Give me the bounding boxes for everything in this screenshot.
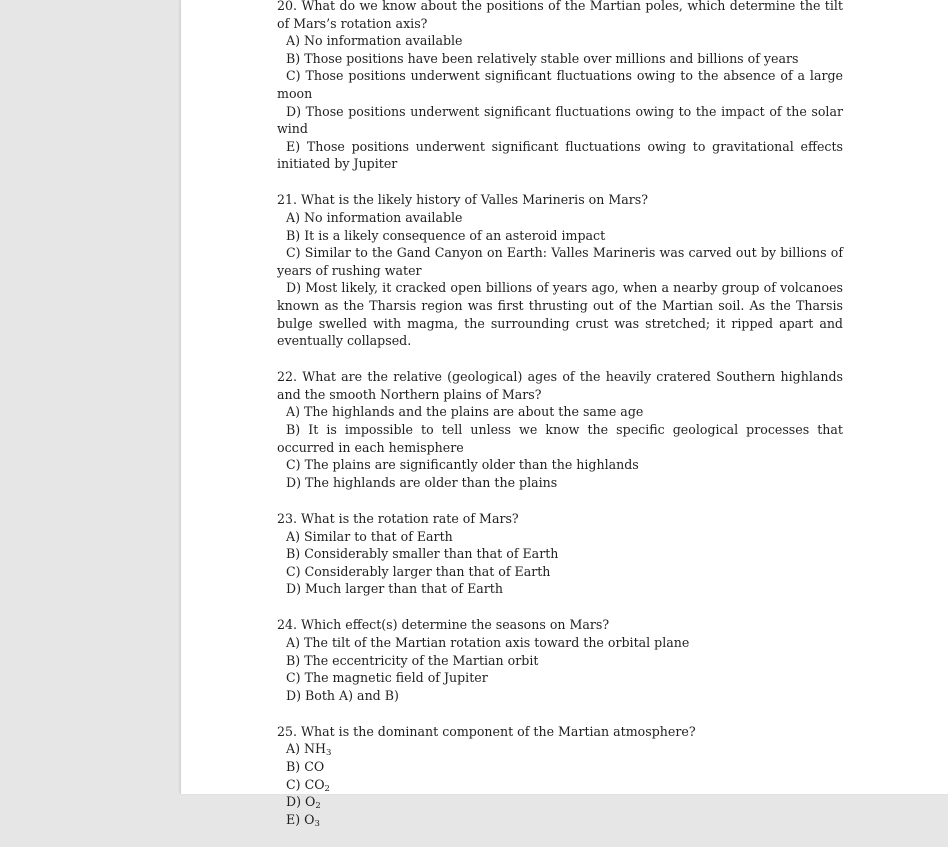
option-label: A): [286, 210, 301, 226]
answer-option: [277, 580, 843, 598]
option-text: The eccentricity of the Martian orbit: [304, 652, 539, 668]
answer-option: [277, 811, 843, 829]
option-text: Similar to that of Earth: [304, 528, 453, 544]
question-number: 24.: [277, 617, 298, 633]
question-text: [277, 616, 843, 634]
option-text: It is impossible to tell unless we know the specific geological processes that occurred in each hemisphere: [277, 422, 843, 455]
question-prompt: Which effect(s) determine the seasons on Mars?: [301, 617, 610, 633]
question-prompt: What is the likely history of Valles Marineris on Mars?: [301, 192, 648, 208]
question-text: [277, 723, 843, 741]
answer-option: [277, 563, 843, 581]
question-23: [277, 510, 843, 598]
option-text: CO: [304, 776, 325, 792]
answer-option: [277, 227, 843, 245]
option-label: A): [286, 741, 301, 757]
option-label: C): [286, 776, 301, 792]
question-text: [277, 368, 843, 403]
question-24: [277, 616, 843, 704]
option-text: O: [304, 811, 315, 827]
answer-option: [277, 474, 843, 492]
question-number: 23.: [277, 510, 298, 526]
document-page[interactable]: [180, 0, 948, 829]
option-label: D): [286, 474, 302, 490]
answer-option: [277, 421, 843, 456]
question-20: [277, 0, 843, 173]
option-text: NH: [304, 741, 327, 757]
option-text: Those positions underwent significant fluctuations owing to the absence of a large moon: [277, 68, 843, 101]
option-text: Those positions underwent significant fluctuations owing to gravitational effects initiated by Jupiter: [277, 138, 843, 172]
question-list: [277, 0, 843, 847]
question-prompt: What are the relative (geological) ages of the heavily cratered Southern highlands and the smooth Northern plains of Mars?: [277, 369, 843, 402]
option-label: A): [286, 404, 301, 420]
option-text: Similar to the Gand Canyon on Earth: Valles Marineris was carved out by billions of years of rushing water: [277, 245, 843, 278]
chemical-subscript: 3: [326, 748, 332, 759]
option-label: D): [286, 103, 302, 119]
question-text: [277, 0, 843, 32]
question-number: 21.: [277, 192, 298, 208]
chemical-subscript: 3: [314, 818, 320, 829]
question-number: 25.: [277, 723, 298, 739]
answer-option: [277, 776, 843, 794]
option-text: Both A) and B): [305, 687, 399, 703]
answer-option: [277, 279, 843, 349]
option-text: The highlands and the plains are about the same age: [304, 404, 644, 420]
option-text: No information available: [304, 33, 463, 49]
answer-option: [277, 403, 843, 421]
option-label: A): [286, 528, 301, 544]
option-label: E): [286, 138, 301, 154]
answer-option: [277, 793, 843, 811]
option-label: D): [286, 581, 302, 597]
option-label: D): [286, 687, 302, 703]
option-label: D): [286, 794, 302, 810]
option-label: B): [286, 50, 301, 66]
answer-option: [277, 758, 843, 776]
option-label: A): [286, 33, 301, 49]
question-prompt: What do we know about the positions of the Martian poles, which determine the tilt of Mars’s rotation axis?: [277, 0, 843, 31]
chemical-subscript: 2: [315, 801, 321, 812]
answer-option: [277, 67, 843, 102]
option-text: The magnetic field of Jupiter: [304, 670, 488, 686]
option-text: Considerably smaller than that of Earth: [304, 546, 559, 562]
option-label: C): [286, 670, 301, 686]
option-text: CO: [304, 759, 325, 775]
option-label: D): [286, 280, 302, 296]
question-prompt: What is the rotation rate of Mars?: [301, 510, 519, 526]
answer-option: [277, 634, 843, 652]
question-number: 22.: [277, 369, 298, 385]
option-text: No information available: [304, 210, 463, 226]
answer-option: [277, 209, 843, 227]
option-label: E): [286, 811, 301, 827]
option-label: B): [286, 759, 301, 775]
answer-option: [277, 652, 843, 670]
answer-option: [277, 687, 843, 705]
question-text: [277, 191, 843, 209]
option-label: B): [286, 422, 301, 438]
option-label: B): [286, 227, 301, 243]
option-label: A): [286, 635, 301, 650]
option-text: The plains are significantly older than the highlands: [304, 457, 639, 473]
answer-option: [277, 528, 843, 546]
answer-option: [277, 32, 843, 50]
answer-option: [277, 669, 843, 687]
option-text: The highlands are older than the plains: [305, 474, 558, 490]
option-label: C): [286, 68, 301, 84]
option-label: C): [286, 245, 301, 261]
option-text: It is a likely consequence of an asteroid impact: [304, 227, 606, 243]
option-label: B): [286, 652, 301, 668]
option-label: C): [286, 563, 301, 579]
answer-option: [277, 50, 843, 68]
chemical-subscript: 2: [324, 783, 330, 794]
question-22: [277, 368, 843, 491]
option-text: Most likely, it cracked open billions of years ago, when a nearby group of volcanoes known as the Tharsis region was first thrusting out of the Martian soil. As the Tharsis bulge swelled with magma, the surrounding crust was stretched; it ripped apart and eventually collapsed.: [277, 280, 843, 349]
question-number: 20.: [277, 0, 298, 13]
option-label: C): [286, 457, 301, 473]
answer-option: [277, 456, 843, 474]
question-prompt: What is the dominant component of the Martian atmosphere?: [301, 723, 696, 739]
option-text: Considerably larger than that of Earth: [304, 563, 551, 579]
option-label: B): [286, 546, 301, 562]
option-text: Those positions have been relatively stable over millions and billions of years: [304, 50, 799, 66]
answer-option: [277, 740, 843, 758]
answer-option: [277, 103, 843, 138]
answer-option: [277, 545, 843, 563]
option-text: The tilt of the Martian rotation axis toward the orbital plane: [304, 635, 690, 650]
answer-option: [277, 244, 843, 279]
option-text: Much larger than that of Earth: [305, 581, 503, 597]
option-text: O: [305, 794, 316, 810]
question-text: [277, 510, 843, 528]
answer-option: [277, 138, 843, 173]
question-21: [277, 191, 843, 349]
option-text: Those positions underwent significant fluctuations owing to the impact of the solar wind: [277, 103, 843, 137]
question-25: [277, 723, 843, 829]
